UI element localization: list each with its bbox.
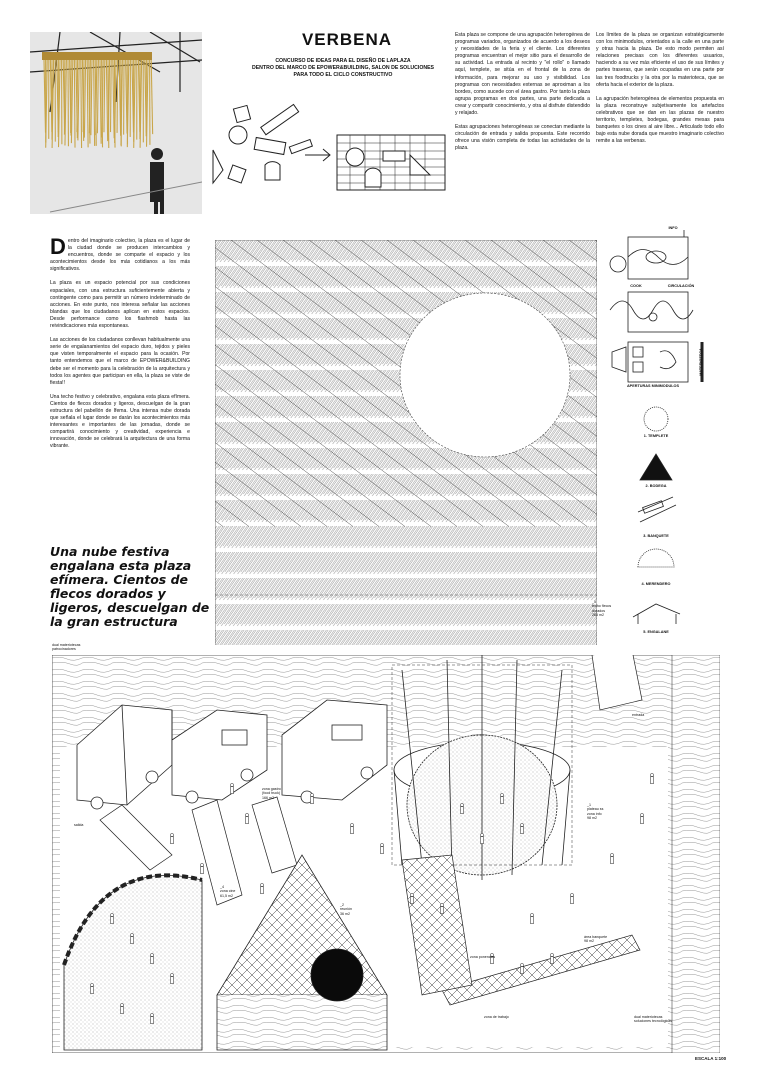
concept-sketch [205,95,450,200]
annotation-techo-flecos: _5 techo flecos dorados 265 m2 [592,600,612,618]
col1-paragraph-1: Esta plaza se compone de una agrupación heterogénea de programas variados, organizados de acuerdo a los deseos y necesidades de la feria y el cliente. Los diferentes programas encuentran el mejor sitio para el desarrollo de su actividad. La entrada al recinto y "el rollo" o llamado aquí, templete, se sitúa en el frontal de la zona de información, para mejorar su uso y visibilidad. Los programas con necesidades externas se aproximan a los bordes, como sucede con el área gastro. Por tanto la plaza agrupa programas en dos partes, una parte dedicada a crear y compartir conocimiento, y otra al disfrute distendido y relajado. [455,32,590,117]
dropcap: D [50,234,66,259]
legend-engalane-label: 5. ENGALANE [643,630,669,634]
intro-paragraph-2: La plaza es un espacio potencial por sus condiciones espaciales, con una estructura suficientemente abierta y contingente como para permitir un número indeterminado de acciones. En este punto, nos interesa señalar las acciones blandas que los ciudadanos aplican en estos espacios. Desde performance como los flashmob hasta las reivindicaciones más espontaneas. [50,280,190,330]
annotation-zona-trabajo: zona de trabajo [484,1015,509,1019]
intro-paragraph-3: Las acciones de los ciudadanos conllevan habitualmente una serie de engalanamientos del espacio duro, tejidos y pieles que visten temporalmente el espacio para la ocasión. Por tanto entendemos que el marco de EPOWER&BUILDING debe ser el momento para la celebración de la arquitectura y todos los agentes que participan en ella, la plaza se viste de fiesta!! [50,337,190,386]
page-subtitle: CONCURSO DE IDEAS PARA EL DISEÑO DE LAPLAZA DENTRO DEL MARCO DE EPOWER&BUILDING, SALON DE SOLUCIONES PARA TODO EL CICLO CONSTRUCTIVO [251,58,435,78]
pull-quote: Una nube festiva engalana esta plaza efímera. Cientos de flecos dorados y ligeros, descuelgan de la gran estructura [50,544,210,629]
annotation-salida: salida [74,823,84,827]
intro-p1-text: entro del imaginario colectivo, la plaza es el lugar de la ciudad donde se producen intercambios y encuentros, donde se comparte el espacio y los acontecimientos desde los más cotidianos a los más significativos. [50,238,190,273]
legend-info-label: INFO [668,226,678,230]
annotation-zona-gastro: zona gastro (food truck) 166 m2 [262,787,281,800]
legend-merendero-label: 4. MERENDERO [641,582,671,586]
hero-photo-illustration [30,32,202,214]
intro-paragraph-1 [50,234,190,273]
text-column-1 [455,32,590,160]
fringe-cloud-drawing [215,240,597,645]
intro-text [50,234,190,458]
legend-banquete-label: 3. BANQUETE [643,534,669,538]
legend-materioteca-label: MATERIOTECA [699,348,703,376]
annotation-entrada: entrada [632,713,645,717]
annotation-zona-cine: _4 zona cine 61,5 m2 [220,885,236,898]
fringe-cloud-svg [215,240,597,645]
text-column-2 [596,32,724,152]
annotation-reunion: _2 reunión 36 m2 [340,903,352,916]
annotation-dual-materiotecas: dual materiotecas soluciones tecnológicas [634,1015,672,1024]
col1-paragraph-2: Estas agrupaciones heterogéneas se conectan mediante la circulación de entrada y salida propuesta. Este recorrido ofrece una visión completa de todas las actividades de la plaza. [455,124,590,152]
concept-diagram [205,95,450,200]
annotation-banquete: área banquete 98 m2 [584,935,608,944]
annotation-patrocinadores: dual materiotecas patrocinadores [52,643,81,652]
col2-paragraph-2: La agrupación heterogénea de elementos propuesta en la plaza reconstruye subjetivamente los artefactos celebrativos que se dan en las plazas de nuestro territorio, templetes, bodegas, grandes mesas para banquetes o los cines al aire libre... Articulado todo ello bajo esta nube dorada que muestro imaginario colectivo remite a las verbenas. [596,95,724,145]
legend-cook-label: COOK [630,284,642,288]
legend-column [598,222,708,642]
col2-paragraph-1: Los límites de la plaza se organizan estratégicamente con los minimodulos, orientados a la calle en una parte y otras hacia la plaza. De esto modo permiten así relaciones precisas con los diferentes usuarios, haciendo a su vez más eficiente el uso de sus límites y partes traseras, que serán ocupadas en una parte por las tres foodtrucks y la otra por la materioteca, que se oferta hacia el exterior de la plaza. [596,32,724,88]
legend-circulation-label: CIRCULACIÓN [667,284,695,288]
axonometric-plan-svg [52,655,720,1053]
page-title: VERBENA [301,30,393,49]
scale-label: ESCALA 1:100 [695,1056,727,1061]
annotation-plateau: _1 plateau ss zona info 98 m2 [587,803,604,821]
legend-aperturas-label: APERTURAS MINIMODULOS [626,384,680,388]
legend-templete-label: 1. TEMPLETE [643,434,669,438]
hero-photo [30,32,202,214]
annotation-ponencias: zona ponencias [470,955,496,959]
intro-paragraph-4: Una techo festivo y celebrativo, engalana esta plaza efímera. Cientos de flecos dorados y ligeros, descuelgan de la gran estructura del pabellón de Ifema. Una intensa nube dorada que señala el lugar donde se darán los acontecimientos más interesantes e importantes de las jornadas, donde se compartirá conocimiento y creatividad, experiencia e innovación, donde se celebrará la arquitectura de una forma vibrante. [50,393,190,450]
legend-bodega-label: 2. BODEGA [645,484,667,488]
